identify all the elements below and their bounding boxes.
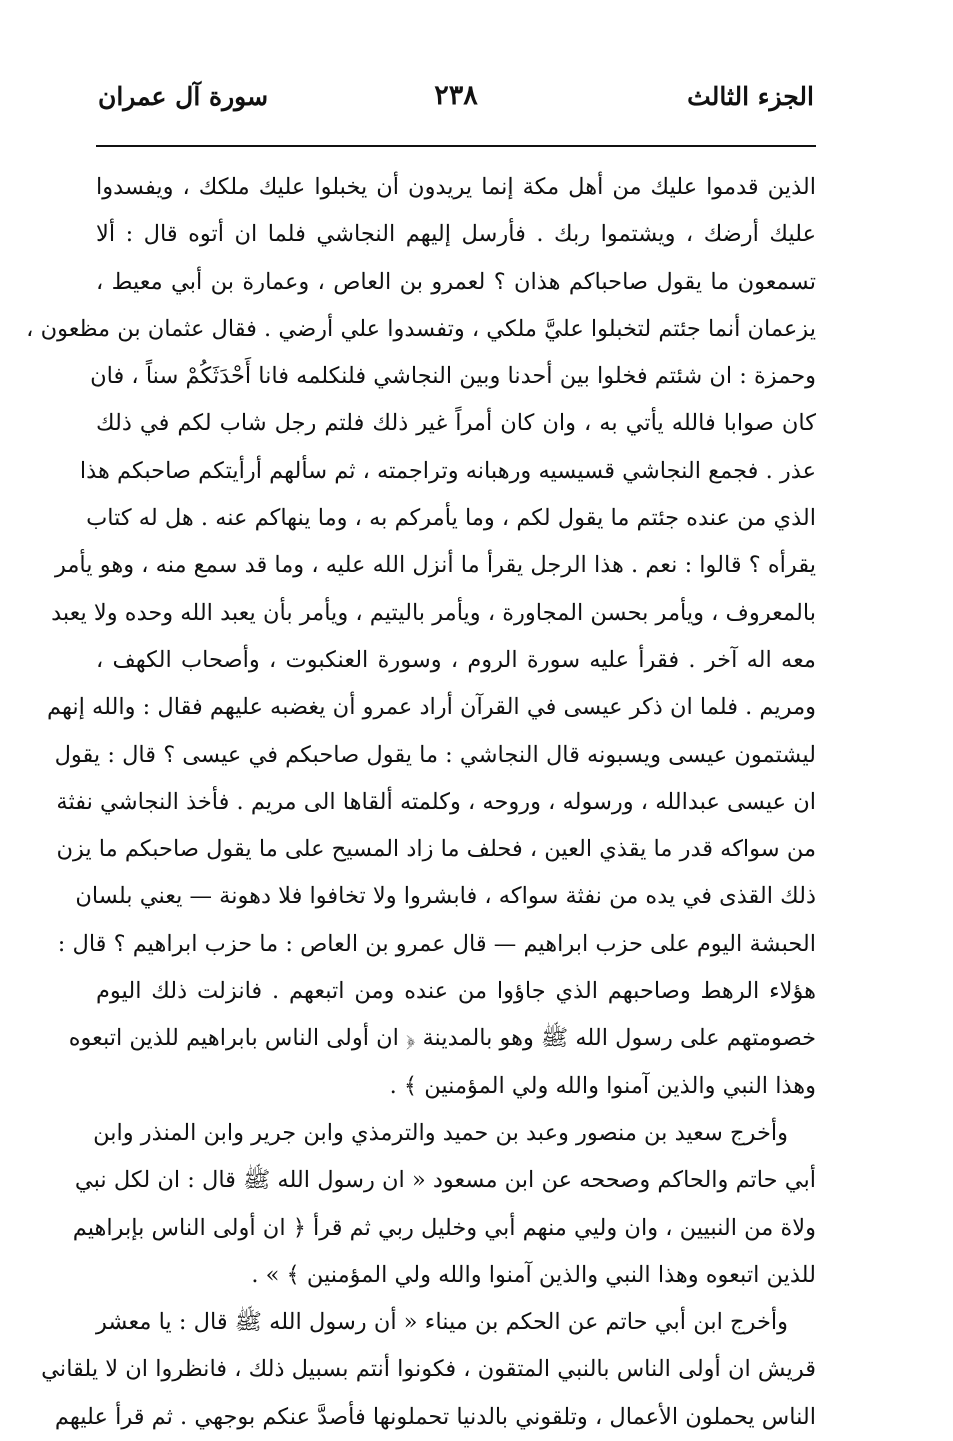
- text-line: عذر . فجمع النجاشي قسيسيه ورهبانه وتراجمته ، ثم سألهم أرأيتكم صاحبكم هذا: [79, 457, 816, 484]
- text-line: ذلك القذى في يده من نفثة سواكه ، فابشروا ولا تخافوا فلا دهونة — يعني بلسان: [75, 883, 816, 910]
- text-line: ان عيسى عبدالله ، ورسوله ، وروحه ، وكلمته ألقاها الى مريم . فأخذ النجاشي نفثة: [56, 788, 816, 815]
- body-text: [26, 164, 816, 1441]
- text-line: الذين قدموا عليك من أهل مكة إنما يريدون أن يخبلوا عليك ملكك ، ويفسدوا: [96, 174, 816, 200]
- text-line: خصومتهم على رسول الله ﷺ وهو بالمدينة ﴿ ان أولى الناس بابراهيم للذين اتبعوه: [68, 1025, 816, 1052]
- surah-title: سورة آل عمران: [98, 82, 269, 111]
- part-title: الجزء الثالث: [687, 82, 814, 111]
- text-line: وأخرج سعيد بن منصور وعبد بن حميد والترمذي وابن جرير وابن المنذر وابن: [93, 1119, 788, 1146]
- text-line: تسمعون ما يقول صاحباكم هذان ؟ لعمرو بن العاص ، وعمارة بن أبي معيط ،: [96, 268, 816, 295]
- text-line: ومريم . فلما ان ذكر عيسى في القرآن أراد عمرو أن يغضبه عليهم فقال : والله إنهم: [47, 694, 816, 721]
- text-line: بالمعروف ، ويأمر بحسن المجاورة ، ويأمر باليتيم ، ويأمر بأن يعبد الله وحده ولا يعبد: [51, 599, 816, 626]
- text-line: الناس يحملون الأعمال ، وتلقوني بالدنيا تحملونها فأصدَّ عنكم بوجهي . ثم قرأ عليهم: [54, 1403, 816, 1430]
- text-line: ولاة من النبيين ، وان وليي منهم أبي وخليل ربي ثم قرأ ﴿ ان أولى الناس بإبراهيم: [72, 1214, 816, 1241]
- text-line: عليك أرضك ، ويشتموا ربك . فأرسل إليهم النجاشي فلما ان أتوه قال : ألا: [96, 221, 816, 248]
- text-line: وأخرج ابن أبي حاتم عن الحكم بن ميناء « أن رسول الله ﷺ قال : يا معشر: [96, 1309, 788, 1336]
- text-line: يقرأه ؟ قالوا : نعم . هذا الرجل يقرأ ما أنزل الله عليه ، وما قد سمع منه ، وهو يأمر: [54, 552, 816, 579]
- text-line: معه اله آخر . فقرأ عليه سورة الروم ، وسورة العنكبوت ، وأصحاب الكهف ،: [96, 646, 816, 673]
- text-line: كان صوابا فالله يأتي به ، وان كان أمراً غير ذلك فلتم رجل شاب لكم في ذلك: [96, 410, 816, 437]
- page-header: [98, 82, 814, 122]
- text-line: هؤلاء الرهط وصاحبهم الذي جاؤوا من عنده ومن اتبعهم . فانزلت ذلك اليوم: [96, 978, 816, 1005]
- text-line: وحمزة : ان شئتم فخلوا بين أحدنا وبين النجاشي فلنكلمه فانا أَحْدَثَكُمْ سناً ، فان: [90, 363, 816, 390]
- text-line: ليشتمون عيسى ويسبونه قال النجاشي : ما يقول صاحبكم في عيسى ؟ قال : يقول: [54, 741, 816, 768]
- text-line: من سواكه قدر ما يقذي العين ، فحلف ما زاد المسيح على ما يقول صاحبكم ما يزن: [56, 836, 816, 863]
- text-line: قريش ان أولى الناس بالنبي المتقون ، فكونوا أنتم بسبيل ذلك ، فانظروا ان لا يلقاني: [41, 1356, 816, 1383]
- text-line: أبي حاتم والحاكم وصححه عن ابن مسعود « ان رسول الله ﷺ قال : ان لكل نبي: [74, 1167, 816, 1194]
- text-line: الحبشة اليوم على حزب ابراهيم — قال عمرو بن العاص : ما حزب ابراهيم ؟ قال :: [57, 930, 816, 957]
- text-line: الذي من عنده جئتم ما يقول لكم ، وما يأمركم به ، وما ينهاكم عنه . هل له كتاب: [86, 505, 816, 532]
- header-divider: [96, 145, 816, 147]
- text-line: وهذا النبي والذين آمنوا والله ولي المؤمنين ﴾ .: [389, 1072, 816, 1099]
- text-line: يزعمان أنما جئتم لتخبلوا عليَّ ملكي ، وتفسدوا علي أرضي . فقال عثمان بن مظعون ،: [26, 315, 816, 342]
- page-number: ٢٣٨: [434, 80, 478, 111]
- text-line: للذين اتبعوه وهذا النبي والذين آمنوا والله ولي المؤمنين ﴾ » .: [251, 1261, 816, 1288]
